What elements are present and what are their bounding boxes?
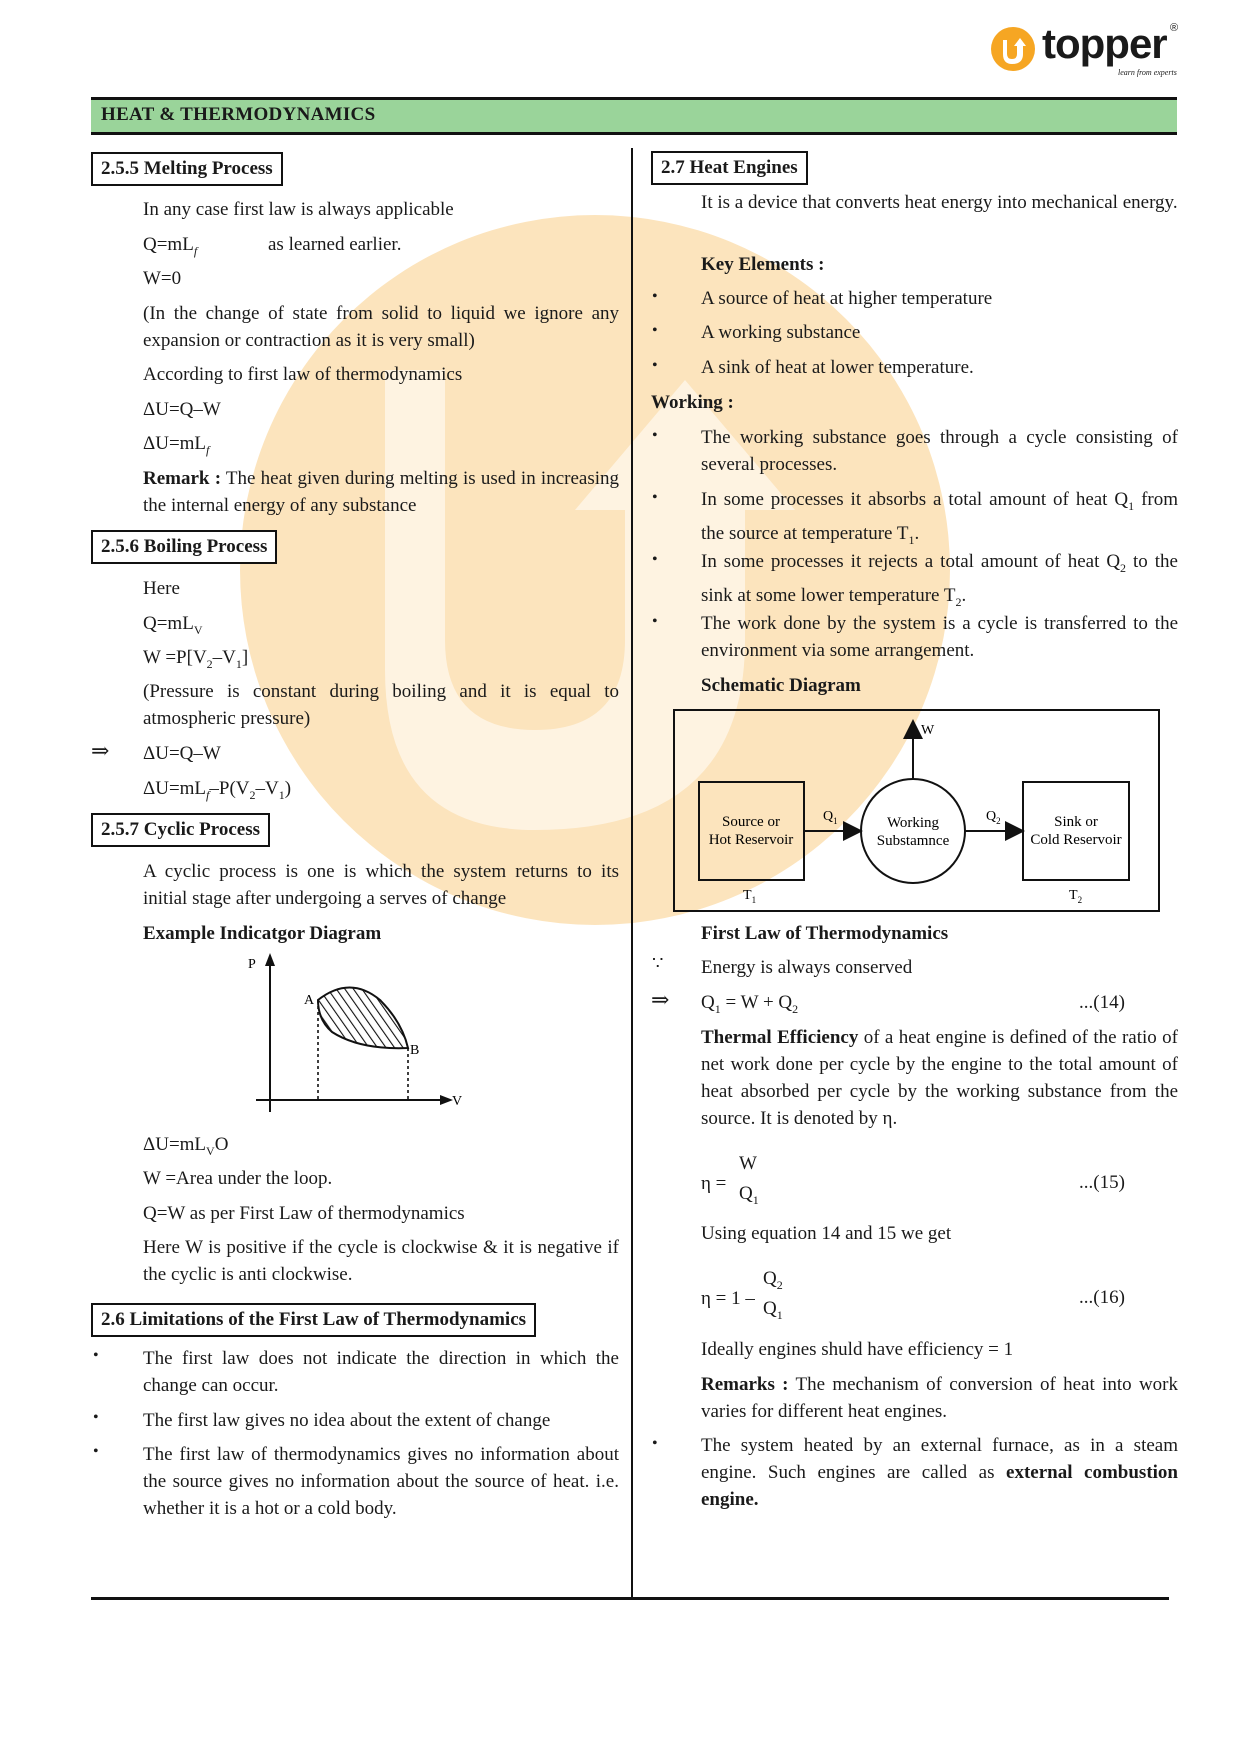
melting-eq1-note: as learned earlier. [268,234,402,255]
bullet-icon: • [652,1435,658,1452]
eta-eq16-den: $Q_1$ [763,1298,783,1322]
section-header-title: HEAT & THERMODYNAMICS [101,104,376,125]
working-step: In some processes it rejects a total amount of heat $Q_2$ to the sink at some lower temperature $T_2$. [701,551,1178,609]
section-header-bar [91,97,1177,135]
section-title-cyclic: 2.5.7 Cyclic Process [91,813,270,847]
using-equations: Using equation 14 and 15 we get [701,1223,952,1244]
cyclic-note: Here W is positive if the cycle is clockwise & it is negative if the cyclic is anti clockwise. [143,1237,619,1285]
thermal-efficiency-def: Thermal Efficiency of a heat engine is defined of the ratio of net work done per cycle by the engine to the total amount of heat absorbed per cycle by the working substance from the source. It is denoted by η. [701,1027,1178,1129]
q1-label: $Q_1$ [823,809,838,826]
eq-number-16: ...(16) [1079,1287,1125,1308]
melting-eq4: $\Delta U=mL_f$ [143,433,210,457]
first-law-title: First Law of Thermodynamics [701,923,949,944]
section-title-limitations: 2.6 Limitations of the First Law of Thermodynamics [91,1303,536,1337]
first-law-eq: $Q_1 = W + Q_2$ [701,992,799,1016]
axis-p-label: P [248,957,256,972]
engines-desc: It is a device that converts heat energy into mechanical energy. [701,192,1178,213]
bullet-icon: • [93,1347,99,1364]
boiling-eq3: ΔU=Q–W [143,743,221,764]
melting-remark: Remark : The heat given during melting is used in increasing the internal energy of any substance [143,468,619,516]
limitation-item: The first law of thermodynamics gives no information about the source gives no information about the source of heat. i.e. whether it is a hot or a cold body. [143,1444,619,1519]
brand-registered: ® [1170,22,1179,34]
eq-number-14: ...(14) [1079,992,1125,1013]
key-element-item: A working substance [701,322,861,343]
eta-eq15-num: W [739,1153,757,1174]
limitation-item: The first law gives no idea about the extent of change [143,1410,551,1431]
limitation-item: The first law does not indicate the direction in which the change can occur. [143,1348,619,1396]
boiling-note: (Pressure is constant during boiling and it is equal to atmospheric pressure) [143,681,619,729]
cycle-loop [318,988,408,1049]
bullet-icon: • [652,489,658,506]
eta-eq16-num: $Q_2$ [763,1268,783,1292]
eta-eq15-lhs: η = [701,1173,727,1194]
schematic-diagram [673,709,1161,914]
cyclic-diagram-title: Example Indicatgor Diagram [143,923,382,944]
section-title-melting: 2.5.5 Melting Process [91,152,283,186]
eta-eq16-lhs: η = 1 – [701,1288,755,1309]
cyclic-eq1: $\Delta U=mL_VO$ [143,1134,229,1158]
point-b-label: B [410,1043,420,1058]
bullet-icon: • [93,1409,99,1426]
work-label: W [921,723,935,738]
melting-line1: In any case first law is always applicable [143,199,454,220]
boiling-eq4: $\Delta U=mL_f-P(V_2-V_1)$ [143,778,292,802]
melting-eq3: ΔU=Q–W [143,399,221,420]
ideal-efficiency: Ideally engines shuld have efficiency = 1 [701,1339,1014,1360]
cyclic-eq2: W =Area under the loop. [143,1168,333,1189]
cyclic-desc: A cyclic process is one is which the system returns to its initial stage after undergoing a serves of change [143,861,619,909]
section-title-heat-engines: 2.7 Heat Engines [651,151,808,185]
key-element-item: A sink of heat at lower temperature. [701,357,974,378]
t2-label: $T_2$ [1069,888,1083,905]
column-divider [631,148,633,1598]
melting-eq1: $Q=mL_f$ [143,234,198,258]
working-step: The work done by the system is a cycle is transferred to the environment via some arrangement. [701,613,1178,661]
brand-logo-icon [990,26,1036,72]
working-substance-label: Working [886,815,940,831]
working-substance-label: Substamnce [876,833,950,849]
key-elements-label: Key Elements : [701,254,825,275]
bullet-icon: • [652,551,658,568]
footer-rule [91,1597,1169,1600]
section-title-boiling: 2.5.6 Boiling Process [91,530,277,564]
hot-reservoir-label: Hot Reservoir [708,832,794,848]
indicator-diagram [240,950,480,1115]
working-step: In some processes it absorbs a total amount of heat $Q_1$ from the source at temperature $T_1$. [701,489,1178,547]
axis-v-label: V [452,1094,463,1109]
cyclic-eq3: Q=W as per First Law of thermodynamics [143,1203,465,1224]
eq-number-15: ...(15) [1079,1172,1125,1193]
t1-label: $T_1$ [743,888,757,905]
energy-conserved: Energy is always conserved [701,957,913,978]
melting-eq2: W=0 [143,268,182,289]
point-a-label: A [304,993,315,1008]
remarks-text: Remarks : The mechanism of conversion of heat into work varies for different heat engines. [701,1374,1178,1422]
melting-note: (In the change of state from solid to liquid we ignore any expansion or contraction as it is very small) [143,303,619,351]
bullet-icon: • [652,357,658,374]
melting-line2: According to first law of thermodynamics [143,364,463,385]
brand-tagline: learn from experts [1118,68,1177,77]
working-substance-circle [861,779,965,883]
implies-icon: ⇒ [91,738,110,763]
boiling-eq1: $Q=mL_V$ [143,613,203,637]
since-icon: ∵ [652,953,664,973]
cold-reservoir-label: Sink or [1054,814,1098,830]
bullet-icon: • [93,1443,99,1460]
boiling-eq2: $W =P[V_2-V_1]$ [143,647,249,671]
brand-logo [990,20,1185,82]
eta-eq15-den: $Q_1$ [739,1183,759,1207]
bullet-icon: • [652,288,658,305]
q2-label: $Q_2$ [986,809,1001,826]
bullet-icon: • [652,613,658,630]
schematic-label: Schematic Diagram [701,675,861,696]
hot-reservoir-box [699,782,804,880]
working-label: Working : [651,392,734,413]
bullet-icon: • [652,427,658,444]
external-combustion-text: The system heated by an external furnace, as in a steam engine. Such engines are called as external combustion engine. [701,1435,1179,1510]
cold-reservoir-box [1023,782,1129,880]
brand-name: topper [1042,20,1167,67]
working-step: The working substance goes through a cycle consisting of several processes. [701,427,1178,475]
key-element-item: A source of heat at higher temperature [701,288,993,309]
cold-reservoir-label: Cold Reservoir [1030,832,1122,848]
bullet-icon: • [652,322,658,339]
p-axis-arrow [265,953,275,966]
hot-reservoir-label: Source or [722,814,780,830]
implies-icon: ⇒ [651,987,670,1012]
boiling-here: Here [143,578,180,599]
